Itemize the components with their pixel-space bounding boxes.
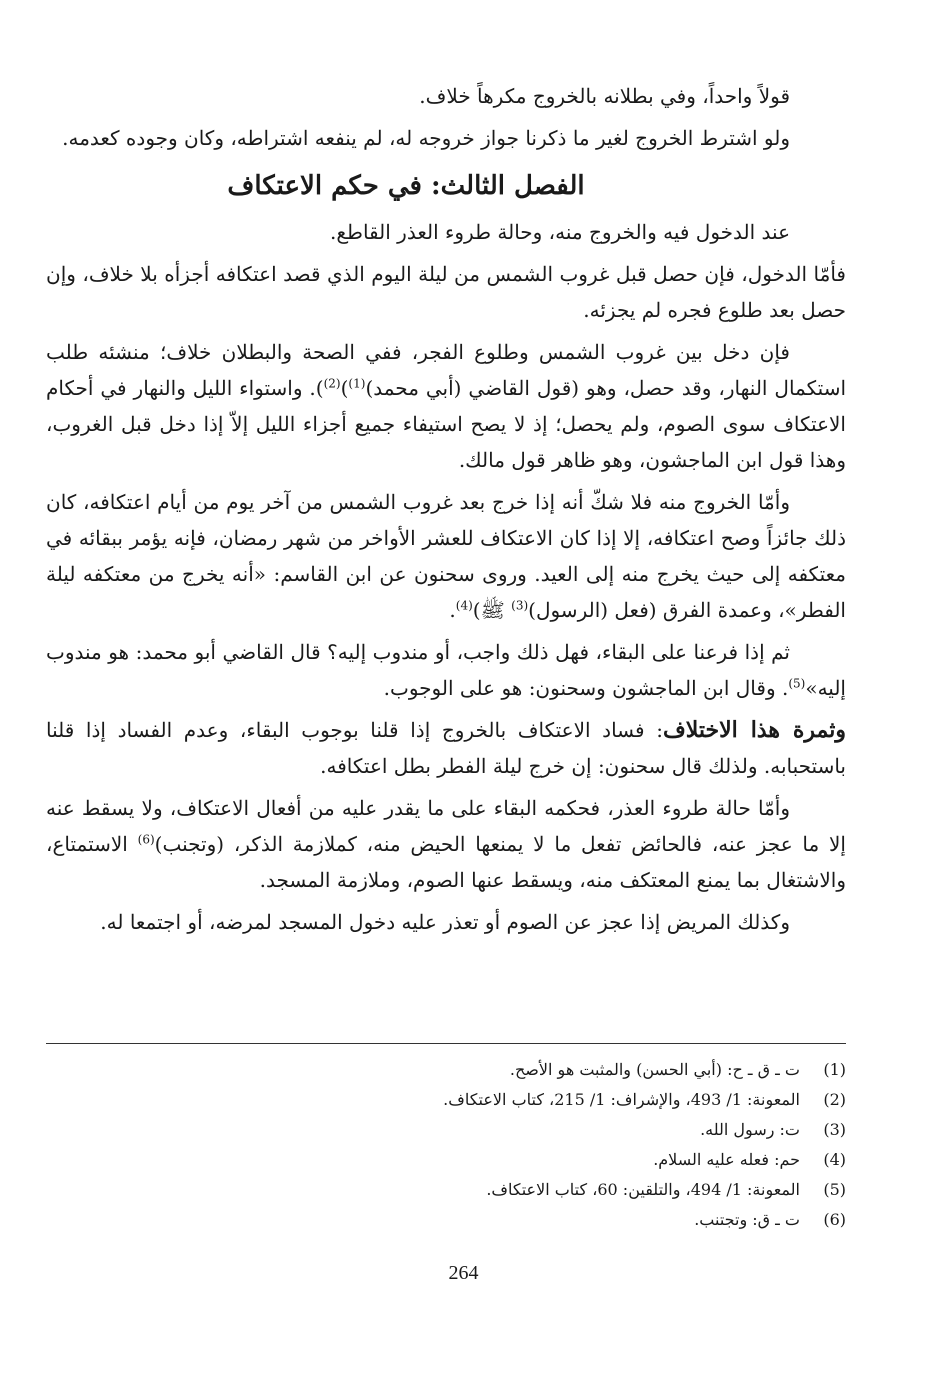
footnote [46, 1055, 846, 1085]
paragraph-text: الاستمتاع، والاشتغال بما يمنع المعتكف منه، ويسقط عنها الصوم، وملازمة المسجد. [46, 832, 846, 892]
footnote [46, 1205, 846, 1235]
footnote-text: ت: رسول الله. [700, 1120, 800, 1139]
footnote-ref[interactable]: (2) [323, 376, 341, 391]
paragraph-text: . وقال ابن الماجشون وسحنون: هو على الوجوب. [383, 676, 789, 700]
footnote [46, 1115, 846, 1145]
footnote [46, 1175, 846, 1205]
paragraph-text: ﷺ) [472, 598, 512, 622]
footnote-number: (1) [823, 1060, 846, 1079]
footnote-ref[interactable]: (3) [511, 598, 529, 613]
footnote-text: حم: فعله عليه السلام. [653, 1150, 800, 1169]
paragraph [46, 634, 846, 706]
footnotes [46, 1055, 846, 1235]
paragraph: ولو اشترط الخروج لغير ما ذكرنا جواز خروجه له، لم ينفعه اشتراطه، وكان وجوده كعدمه. [62, 126, 790, 150]
paragraph [46, 484, 846, 628]
bold-lead: وثمرة هذا الاختلاف [662, 717, 847, 743]
footnote-ref[interactable]: (5) [788, 676, 806, 691]
footnote-number: (3) [823, 1120, 846, 1139]
paragraph [46, 712, 846, 784]
paragraph-text: ثم إذا فرعنا على البقاء، فهل ذلك واجب، أو مندوب إليه؟ قال القاضي أبو محمد: هو مندوب إليه» [46, 640, 846, 700]
footnote-number: (6) [823, 1210, 846, 1229]
paragraph: قولاً واحداً، وفي بطلانه بالخروج مكرهاً خلاف. [419, 84, 790, 108]
paragraph: فإن دخل بين غروب الشمس وطلوع الفجر، ففي الصحة والبطلان خلاف؛ منشئه طلب استكمال النهار، وقد حصل، وهو (قول القاضي (أبي محمد)$^{(1)}$)$^{(2)}$). واستواء الليل والنهار في أحكام الاعتكاف سوى الصوم، ولم يحصل؛ إذ لا يصح استيفاء جميع أجزاء الليل إلاّ إذا دخل قبل الغروب، وهذا قول ابن الماجشون، وهو ظاهر قول مالك. [46, 340, 847, 472]
paragraph-text: وأمّا حالة طروء العذر، فحكمه البقاء على ما يقدر عليه من أفعال الاعتكاف، ولا يسقط عنه إلا ما عجز عنه، فالحائض تفعل ما لا يمنعها الحيض منه، كملازمة الذكر، (وتجنب) [46, 796, 846, 856]
chapter-heading: الفصل الثالث: في حكم الاعتكاف [227, 171, 585, 201]
footnote-ref[interactable]: (4) [455, 598, 473, 613]
footnote-separator [46, 1043, 846, 1044]
footnote-text: المعونة: 1/ 493، والإشراف: 1/ 215، كتاب الاعتكاف. [443, 1090, 800, 1109]
paragraph: وكذلك المريض إذا عجز عن الصوم أو تعذر عليه دخول المسجد لمرضه، أو اجتمعا له. [100, 910, 790, 934]
footnote-text: المعونة: 1/ 494، والتلقين: 60، كتاب الاعتكاف. [486, 1180, 800, 1199]
footnote-number: (4) [823, 1150, 846, 1169]
main-text [46, 78, 846, 940]
paragraph-text: ). واستواء الليل والنهار في أحكام الاعتكاف سوى الصوم، ولم يحصل؛ إذ لا يصح استيفاء جميع أجزاء الليل إلاّ إذا دخل قبل الغروب، وهذا قول ابن الماجشون، وهو ظاهر قول مالك. [46, 376, 846, 472]
paragraph-text: : فساد الاعتكاف بالخروج إذا قلنا بوجوب البقاء، وعدم الفساد إذا قلنا باستحبابه. ولذلك قال سحنون: إن خرج ليلة الفطر بطل اعتكافه. [46, 718, 846, 778]
footnote-number: (5) [823, 1180, 846, 1199]
paragraph-text: . [449, 598, 456, 622]
footnote-ref[interactable]: (6) [137, 832, 155, 847]
paragraph-text: وأمّا الخروج منه فلا شكّ أنه إذا خرج بعد غروب الشمس من آخر يوم من أيام اعتكافه، كان ذلك جائزاً وصح اعتكافه، إلا إذا كان الاعتكاف للعشر الأواخر من شهر رمضان، فإنه يؤمر ببقائه في معتكفه إلى حيث يخرج منه إلى العيد. وروى سحنون عن ابن القاسم: «أنه يخرج من معتكفه ليلة الفطر»، وعمدة الفرق (فعل (الرسول) [46, 490, 846, 622]
paragraph [46, 790, 846, 898]
footnote-number: (2) [823, 1090, 846, 1109]
page-number: 264 [448, 1262, 479, 1284]
paragraph-text: فإن دخل بين غروب الشمس وطلوع الفجر، ففي الصحة والبطلان خلاف؛ منشئه طلب استكمال النهار، وقد حصل، وهو (قول القاضي (أبي محمد) [46, 340, 847, 400]
footnote [46, 1085, 846, 1115]
paragraph: فأمّا الدخول، فإن حصل قبل غروب الشمس من ليلة اليوم الذي قصد اعتكافه أجزأه بلا خلاف، وإن حصل بعد طلوع فجره لم يجزئه. [46, 262, 846, 322]
footnote-text: ت ـ ق ـ ح: (أبي الحسن) والمثبت هو الأصح. [509, 1060, 800, 1079]
paragraph: عند الدخول فيه والخروج منه، وحالة طروء العذر القاطع. [330, 220, 790, 244]
footnote-text: ت ـ ق: وتجتنب. [694, 1210, 800, 1229]
footnote [46, 1145, 846, 1175]
footnote-ref[interactable]: (1) [348, 376, 366, 391]
